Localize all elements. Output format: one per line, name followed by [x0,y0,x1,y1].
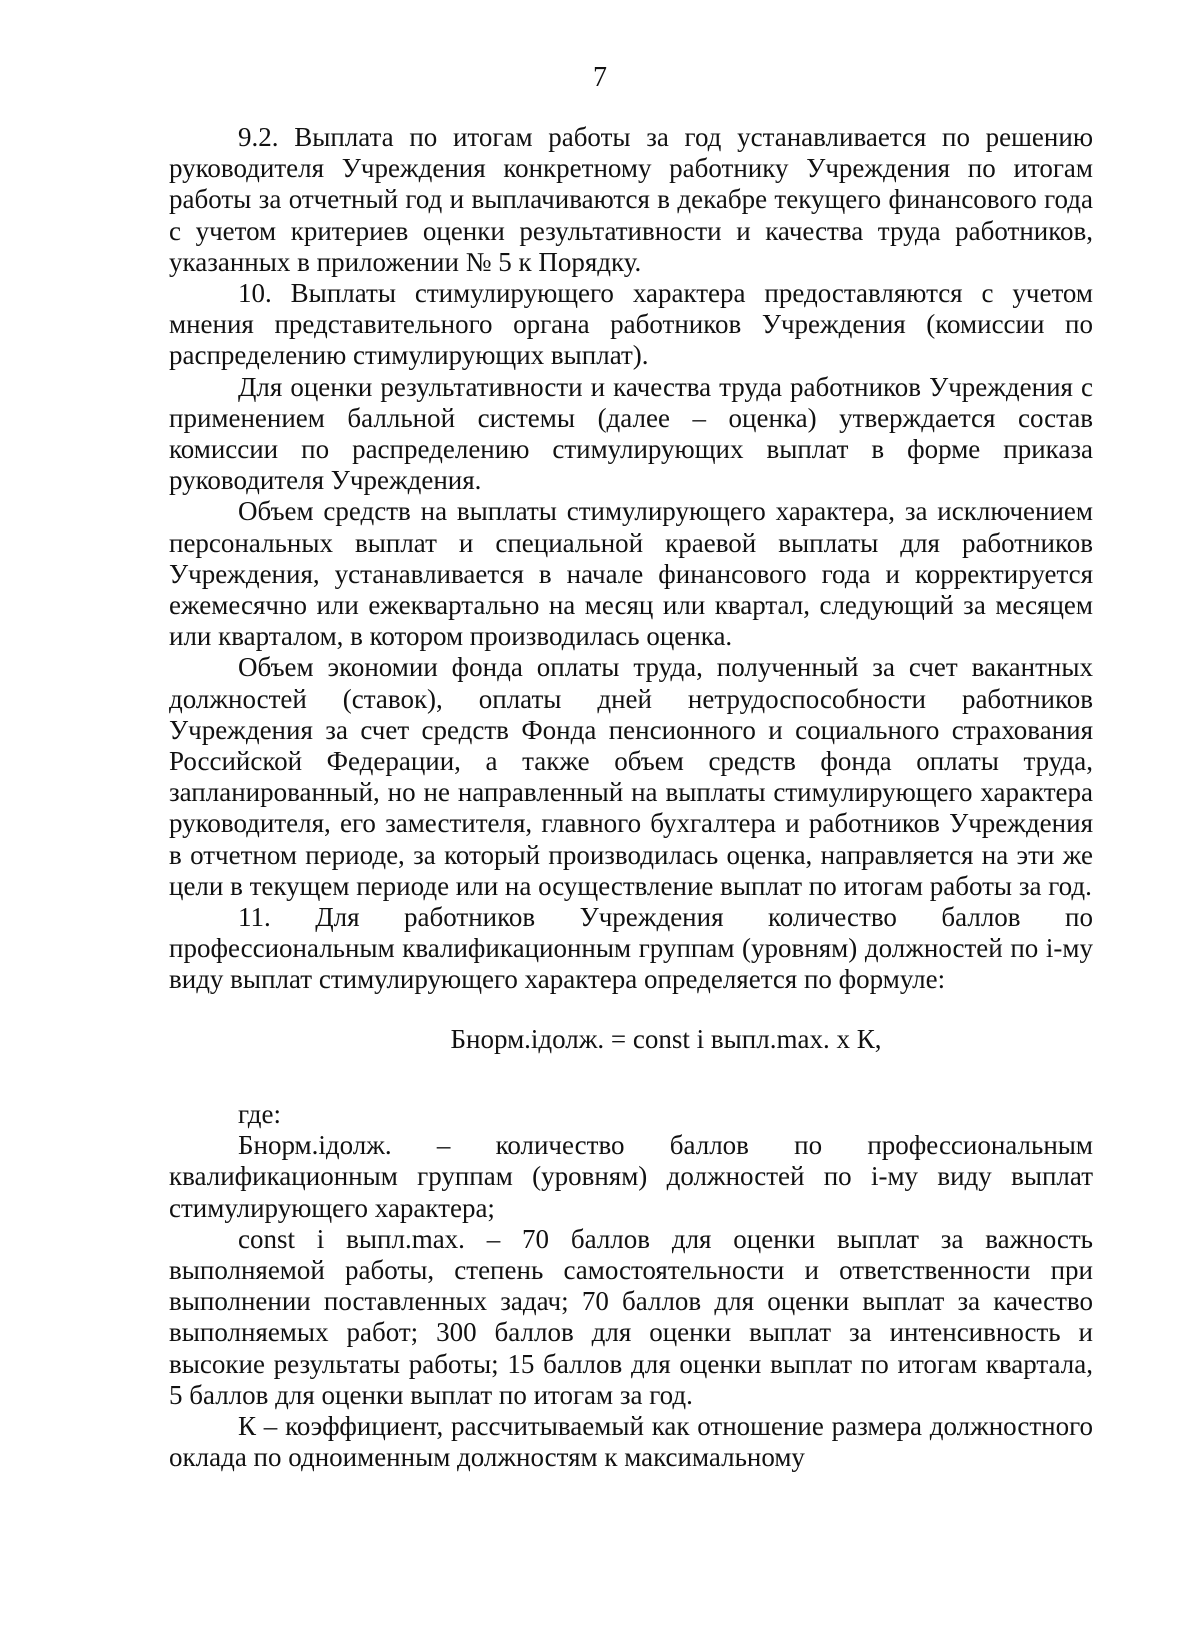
paragraph-10: 10. Выплаты стимулирующего характера предоставляются с учетом мнения представительного органа работников Учреждения (комиссии по распределению стимулирующих выплат). [169,278,1093,371]
definition-const: const i выпл.max. – 70 баллов для оценки выплат за важность выполняемой работы, степень самостоятельности и ответственности при выполнении поставленных задач; 70 баллов для оценки выплат за качество выполняемых работ; 300 баллов для оценки выплат за интенсивность и высокие результаты работы; 15 баллов для оценки выплат по итогам квартала, 5 баллов для оценки выплат по итогам за год. [169,1223,1093,1410]
definition-bnorm: Бнорм.iдолж. – количество баллов по профессиональным квалификационным группам (уровням) должностей по i-му виду выплат стимулирующего характера; [169,1130,1093,1223]
document-body [169,122,1093,1473]
definition-k: К – коэффициент, рассчитываемый как отношение размера должностного оклада по одноименным должностям к максимальному [169,1410,1093,1473]
formula: Бнорм.iдолж. = const i выпл.max. х К, [450,1023,882,1054]
paragraph-funds-volume: Объем средств на выплаты стимулирующего характера, за исключением персональных выплат и специальной краевой выплаты для работников Учреждения, устанавливается в начале финансового года и корректируется ежемесячно или ежеквартально на месяц или квартал, следующий за месяцем или кварталом, в котором производилась оценка. [169,496,1093,652]
paragraph-commission: Для оценки результативности и качества труда работников Учреждения с применением балльной системы (далее – оценка) утверждается состав комиссии по распределению стимулирующих выплат в форме приказа руководителя Учреждения. [169,371,1093,496]
paragraph-savings: Объем экономии фонда оплаты труда, полученный за счет вакантных должностей (ставок), оплаты дней нетрудоспособности работников Учреждения за счет средств Фонда пенсионного и социального страхования Российской Федерации, а также объем средств фонда оплаты труда, запланированный, но не направленный на выплаты стимулирующего характера руководителя, его заместителя, главного бухгалтера и работников Учреждения в отчетном периоде, за который производилась оценка, направляется на эти же цели в текущем периоде или на осуществление выплат по итогам работы за год. [169,652,1093,901]
paragraph-11: 11. Для работников Учреждения количество баллов по профессиональным квалификационным группам (уровням) должностей по i-му виду выплат стимулирующего характера определяется по формуле: [169,902,1093,995]
paragraph-9-2: 9.2. Выплата по итогам работы за год устанавливается по решению руководителя Учреждения конкретному работнику Учреждения по итогам работы за отчетный год и выплачиваются в декабре текущего финансового года с учетом критериев оценки результативности и качества труда работников, указанных в приложении № 5 к Порядку. [169,122,1093,277]
page-number: 7 [593,62,607,93]
where-label: где: [238,1098,281,1129]
